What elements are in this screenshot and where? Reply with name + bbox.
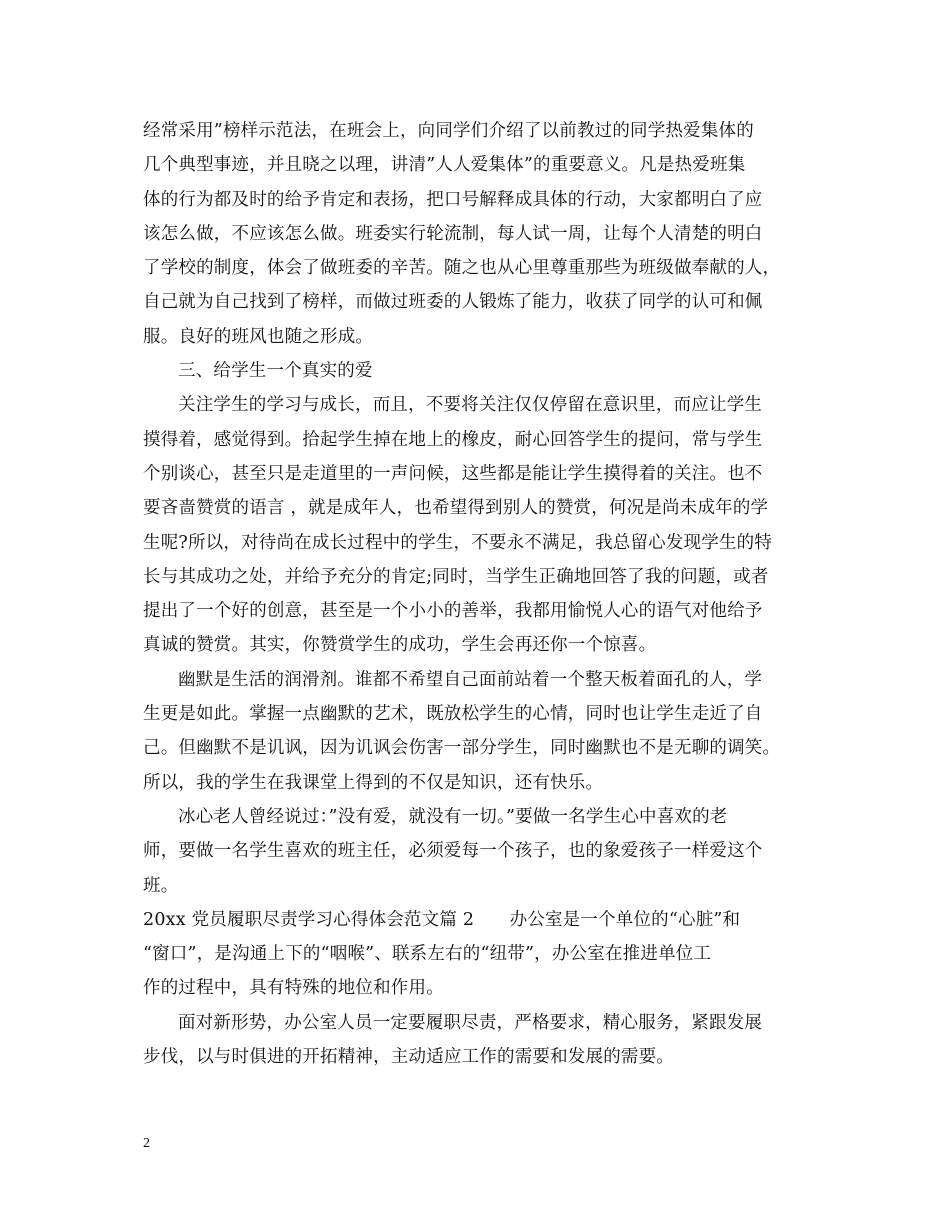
document-body [143,114,823,1074]
text-line: 作的过程中，具有特殊的地位和作用。 [143,978,444,999]
text-line: 班。 [143,875,179,896]
text-line: 几个典型事迹，并且晓之以理，讲清”人人爱集体”的重要意义。凡是热爱班集 [143,155,746,176]
text-line: “窗口”，是沟通上下的“咽喉”、联系左右的“纽带”，办公室在推进单位工 [143,944,712,965]
page-number: 2 [143,1136,150,1151]
text-line: 提出了一个好的创意，甚至是一个小小的善举，我都用愉悦人心的语气对他给予 [143,601,763,622]
text-line: 步伐，以与时俱进的开拓精神，主动适应工作的需要和发展的需要。 [143,1047,674,1068]
text-line: 体的行为都及时的给予肯定和表扬，把口号解释成具体的行动，大家都明白了应 [143,189,763,210]
section-heading: 三、给学生一个真实的爱 [178,361,373,382]
text-line: 所以，我的学生在我课堂上得到的不仅是知识，还有快乐。 [143,772,604,793]
text-line: 面对新形势，办公室人员一定要履职尽责，严格要求，精心服务，紧跟发展 [178,1012,763,1033]
text-line: 师，要做一名学生喜欢的班主任，必须爱每一个孩子，也的象爱孩子一样爱这个 [143,841,763,862]
text-line: 了学校的制度，体会了做班委的辛苦。随之也从心里尊重那些为班级做奉献的人， [143,258,781,279]
text-line: 真诚的赞赏。其实，你赞赏学生的成功，学生会再还你一个惊喜。 [143,635,657,656]
text-line: 要吝啬赞赏的语言 ，就是成年人，也希望得到别人的赞赏，何况是尚未成年的学 [143,498,769,519]
text-line: 个别谈心，甚至只是走道里的一声问候，这些都是能让学生摸得着的关注。也不 [143,463,763,484]
text-line: 生更是如此。掌握一点幽默的艺术，既放松学生的心情，同时也让学生走近了自 [143,704,763,725]
text-line: 己。但幽默不是讥讽，因为讥讽会伤害一部分学生，同时幽默也不是无聊的调笑。 [143,738,781,759]
text-line: 自己就为自己找到了榜样，而做过班委的人锻炼了能力，收获了同学的认可和佩 [143,292,763,313]
text-line: 长与其成功之处，并给予充分的肯定;同时，当学生正确地回答了我的问题，或者 [143,566,769,587]
text-line: 幽默是生活的润滑剂。谁都不希望自己面前站着一个整天板着面孔的人，学 [178,669,763,690]
text-line: 生呢?所以，对待尚在成长过程中的学生，不要永不满足，我总留心发现学生的特 [143,532,773,553]
article-title-line: 20xx 党员履职尽责学习心得体会范文篇 2 办公室是一个单位的“心脏”和 [143,909,741,930]
text-line: 经常采用”榜样示范法，在班会上，向同学们介绍了以前教过的同学热爱集体的 [143,121,754,141]
text-line: 冰心老人曾经说过：”没有爱，就没有一切。”要做一名学生心中喜欢的老 [178,806,728,827]
text-line: 摸得着，感觉得到。拾起学生掉在地上的橡皮，耐心回答学生的提问，常与学生 [143,429,763,450]
text-line: 关注学生的学习与成长，而且，不要将关注仅仅停留在意识里，而应让学生 [178,395,763,416]
text-line: 该怎么做，不应该怎么做。班委实行轮流制，每人试一周，让每个人清楚的明白 [143,223,763,244]
text-line: 服。良好的班风也随之形成。 [143,326,374,347]
